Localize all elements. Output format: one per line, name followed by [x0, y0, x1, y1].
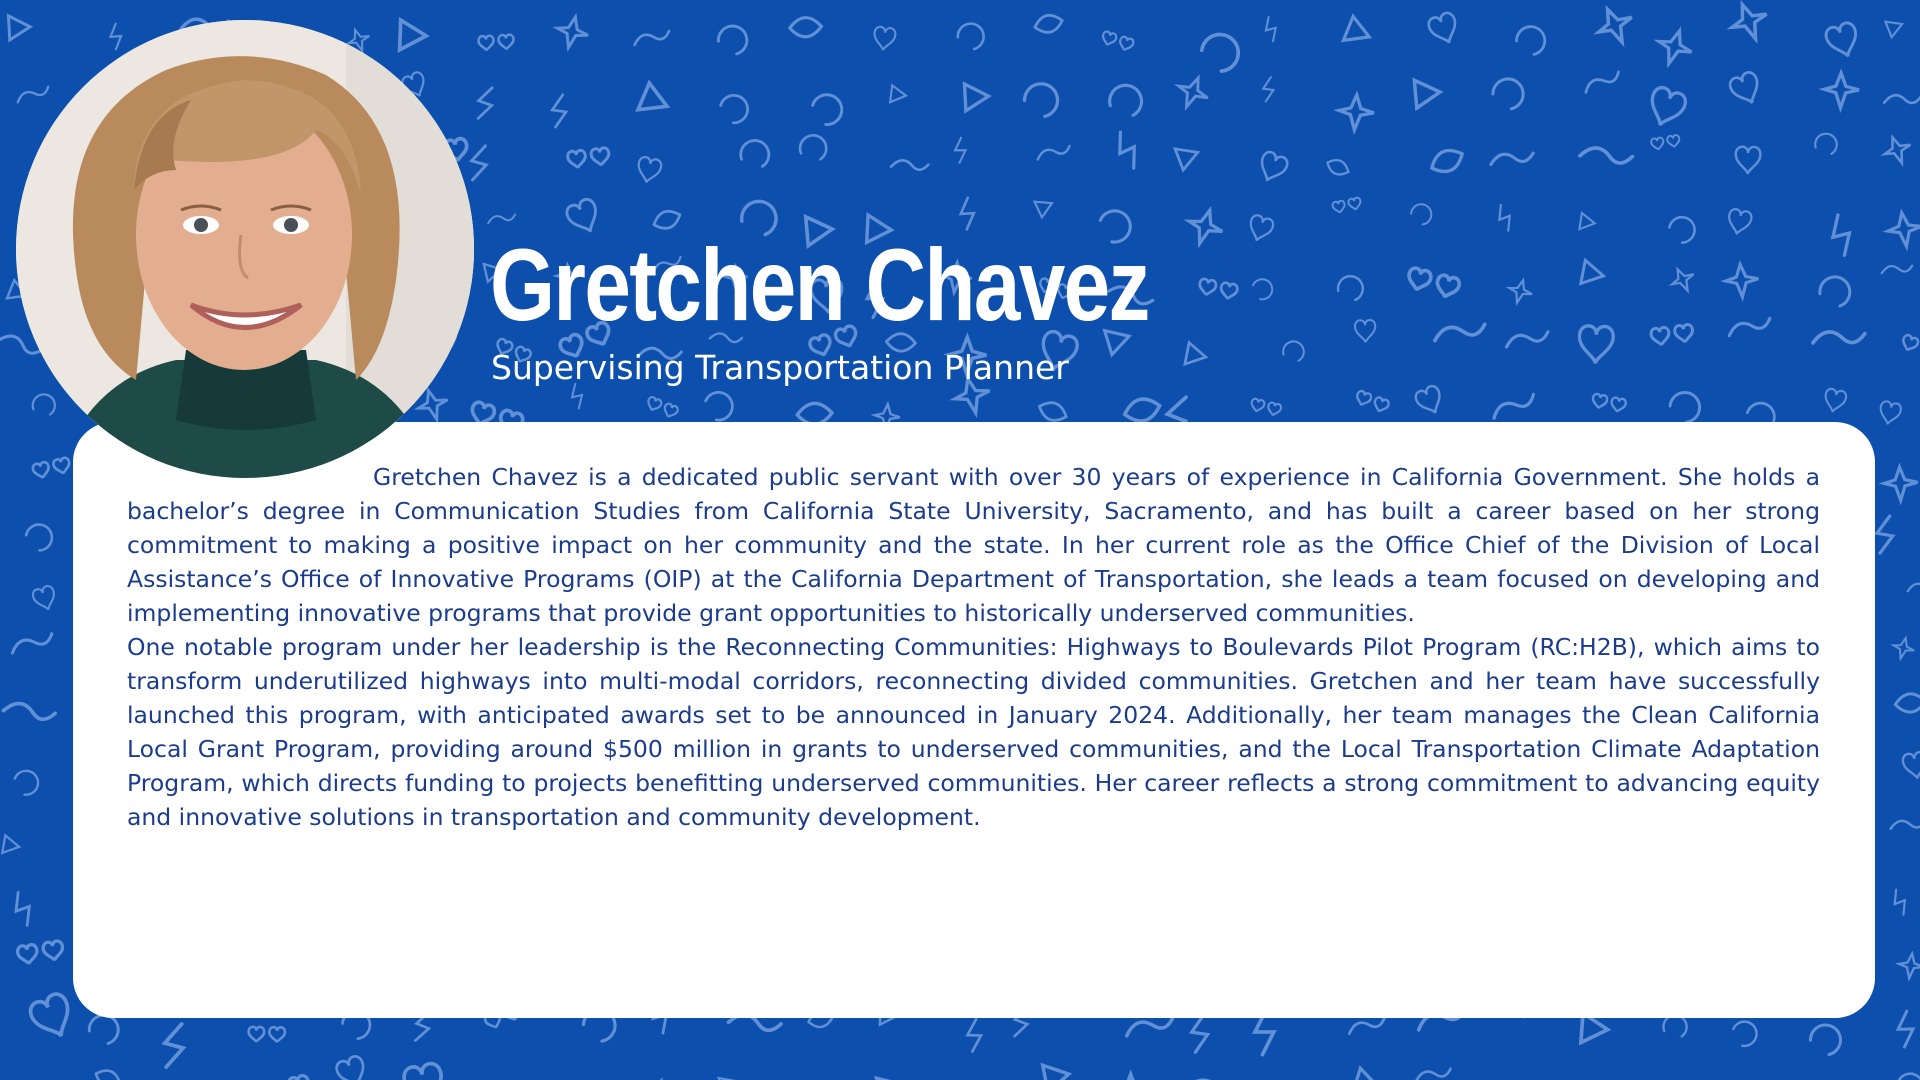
doodle-mark: [1336, 274, 1365, 303]
doodle-mark: [890, 85, 907, 104]
portrait-illustration: [16, 20, 474, 478]
doodle-mark: [1427, 11, 1462, 48]
doodle-mark: [1414, 78, 1441, 108]
doodle-mark: [1493, 79, 1524, 109]
doodle-mark: [1347, 1016, 1386, 1034]
doodle-mark: [717, 25, 748, 56]
doodle-mark: [1506, 277, 1534, 305]
doodle-mark: [402, 1062, 446, 1080]
doodle-mark: [24, 523, 54, 552]
doodle-mark: [1262, 76, 1275, 102]
doodle-mark: [1644, 85, 1688, 131]
profile-photo: [16, 20, 474, 478]
doodle-mark: [2, 835, 20, 855]
doodle-mark: [1249, 276, 1275, 302]
doodle-mark: [1735, 147, 1760, 175]
doodle-mark: [109, 23, 122, 50]
doodle-mark: [957, 23, 985, 50]
doodle-mark: [1591, 393, 1626, 413]
doodle-mark: [1824, 21, 1862, 61]
doodle-mark: [1411, 204, 1432, 225]
doodle-mark: [400, 20, 427, 51]
doodle-mark: [1433, 321, 1486, 341]
doodle-mark: [473, 85, 498, 121]
doodle-mark: [1106, 81, 1146, 120]
doodle-mark: [1812, 131, 1839, 158]
doodle-mark: [967, 1019, 982, 1052]
doodle-mark: [1592, 2, 1640, 50]
doodle-mark: [1036, 398, 1069, 424]
doodle-mark: [1415, 1067, 1452, 1080]
doodle-mark: [1890, 888, 1909, 916]
doodle-mark: [1180, 1076, 1222, 1080]
doodle-mark: [1813, 331, 1866, 344]
doodle-mark: [1583, 70, 1621, 93]
doodle-mark: [638, 83, 673, 120]
doodle-mark: [1651, 135, 1681, 151]
doodle-mark: [1728, 70, 1765, 109]
doodle-mark: [1894, 1070, 1920, 1080]
doodle-mark: [1880, 133, 1915, 168]
doodle-mark: [478, 34, 514, 51]
doodle-mark: [1338, 94, 1375, 131]
doodle-mark: [1818, 275, 1852, 309]
doodle-mark: [3, 701, 56, 722]
doodle-mark: [1263, 16, 1279, 42]
doodle-mark: [1581, 260, 1606, 287]
bio-paragraph-1: Gretchen Chavez is a dedicated public servant with over 30 years of experience in California Government. She holds a bachelor’s degree in Communication Studies from California State University, Sacramento, and has built a career based on her strong commitment to making a positive impact on her community and the state. In her current role as the Office Chief of the Division of Local Assistance’s Office of Innovative Programs (OIP) at the California Department of Transportation, she leads a team focused on developing and implementing innovative programs that provide grant opportunities to historically underserved communities.: [127, 463, 1820, 627]
doodle-mark: [1898, 1011, 1914, 1047]
doodle-mark: [1246, 214, 1275, 245]
doodle-mark: [1897, 952, 1920, 979]
doodle-mark: [10, 890, 35, 927]
doodle-mark: [550, 94, 568, 129]
doodle-mark: [1667, 215, 1696, 244]
doodle-mark: [1353, 1068, 1383, 1080]
doodle-mark: [31, 585, 58, 614]
bio-paragraph-2: One notable program under her leadership is the Reconnecting Communities: Highways to Boulevards Pilot Program (RC:H2B), which aims to transform underutilized highways into multi-modal corridors, reconnecting divided communities. Gretchen and her team have successfully launched this program, with anticipated awards set to be announced in January 2024. Additionally, her team manages the Clean California Local Grant Program, providing around $500 million in grants to underserved communities, and the Local Transportation Climate Adaptation Program, which directs funding to projects benefitting underserved communities. Her career reflects a strong commitment to advancing equity and innovative solutions in transportation and community development.: [127, 633, 1820, 831]
doodle-mark: [1885, 16, 1905, 37]
doodle-mark: [1900, 334, 1920, 361]
doodle-mark: [248, 1027, 285, 1043]
doodle-mark: [487, 213, 516, 224]
doodle-mark: [334, 1054, 370, 1080]
doodle-mark: [1189, 1013, 1210, 1054]
doodle-mark: [955, 138, 966, 163]
doodle-mark: [1490, 151, 1534, 166]
doodle-mark: [964, 83, 989, 111]
doodle-mark: [27, 991, 78, 1044]
doodle-mark: [1890, 819, 1920, 829]
doodle-mark: [1727, 316, 1772, 337]
doodle-mark: [1495, 203, 1515, 232]
doodle-mark: [1516, 26, 1545, 55]
doodle-mark: [1255, 150, 1289, 186]
doodle-mark: [1024, 83, 1058, 117]
doodle-mark: [1406, 267, 1461, 300]
doodle-mark: [796, 131, 830, 165]
doodle-mark: [16, 85, 50, 103]
doodle-mark: [1824, 73, 1859, 108]
doodle-mark: [1828, 213, 1854, 257]
doodle-mark: [1725, 263, 1760, 298]
doodle-mark: [1729, 1018, 1760, 1049]
doodle-mark: [1035, 195, 1056, 217]
doodle-mark: [719, 1073, 739, 1080]
doodle-mark: [1198, 278, 1238, 300]
doodle-mark: [1726, 208, 1753, 237]
doodle-mark: [8, 15, 30, 40]
doodle-mark: [1414, 384, 1447, 418]
doodle-mark: [1894, 692, 1920, 713]
doodle-mark: [1505, 329, 1550, 347]
doodle-mark: [29, 391, 58, 420]
doodle-mark: [1101, 31, 1135, 53]
doodle-mark: [1200, 32, 1241, 73]
doodle-mark: [809, 91, 846, 128]
doodle-mark: [1653, 26, 1696, 69]
doodle-mark: [567, 147, 610, 169]
doodle-mark: [873, 26, 897, 51]
doodle-mark: [1173, 73, 1213, 113]
doodle-mark: [1822, 388, 1847, 415]
doodle-mark: [32, 457, 71, 480]
doodle-mark: [11, 768, 41, 798]
doodle-mark: [1891, 636, 1917, 662]
doodle-mark: [1578, 326, 1613, 365]
doodle-mark: [1112, 129, 1143, 170]
doodle-mark: [701, 388, 737, 424]
doodle-mark: [1669, 392, 1701, 423]
doodle-mark: [1250, 398, 1282, 417]
doodle-mark: [467, 143, 492, 182]
doodle-mark: [1428, 145, 1467, 177]
doodle-mark: [1579, 213, 1596, 231]
person-name-heading: Gretchen Chavez: [490, 228, 1149, 342]
doodle-mark: [88, 1014, 120, 1046]
doodle-mark: [1902, 751, 1920, 780]
doodle-mark: [1907, 581, 1920, 591]
doodle-mark: [554, 14, 592, 52]
doodle-mark: [1874, 514, 1896, 554]
doodle-mark: [159, 1021, 189, 1070]
doodle-mark: [1043, 1061, 1072, 1080]
doodle-mark: [1033, 12, 1064, 35]
doodle-mark: [1884, 466, 1918, 500]
doodle-mark: [1325, 156, 1352, 178]
doodle-mark: [93, 1066, 123, 1080]
doodle-mark: [645, 396, 679, 420]
doodle-mark: [960, 198, 975, 230]
doodle-mark: [1355, 320, 1376, 343]
doodle-mark: [17, 940, 64, 965]
doodle-mark: [10, 631, 54, 653]
job-title: Supervising Transportation Planner: [491, 348, 1069, 387]
doodle-mark: [1332, 197, 1362, 214]
doodle-mark: [633, 29, 671, 46]
doodle-mark: [1122, 395, 1162, 425]
doodle-mark: [262, 1074, 311, 1080]
doodle-mark: [1877, 400, 1902, 426]
doodle-mark: [1185, 343, 1208, 368]
doodle-mark: [1343, 16, 1374, 48]
doodle-mark: [1490, 392, 1536, 419]
doodle-mark: [1112, 1075, 1151, 1080]
doodle-mark: [635, 156, 662, 185]
doodle-mark: [737, 136, 773, 172]
doodle-mark: [1580, 146, 1633, 165]
doodle-mark: [876, 1072, 906, 1080]
doodle-mark: [717, 92, 750, 125]
doodle-mark: [789, 17, 822, 38]
doodle-mark: [1175, 142, 1202, 170]
doodle-mark: [1810, 1024, 1841, 1055]
doodle-mark: [891, 159, 928, 170]
doodle-mark: [1036, 144, 1071, 160]
doodle-mark: [1886, 210, 1920, 248]
doodle-mark: [1650, 324, 1694, 347]
doodle-mark: [1726, 0, 1773, 45]
doodle-mark: [1354, 390, 1390, 414]
doodle-mark: [1184, 206, 1227, 249]
doodle-mark: [1884, 95, 1920, 104]
bio-text: [127, 460, 1820, 834]
doodle-mark: [1281, 339, 1307, 365]
doodle-mark: [1881, 264, 1913, 274]
doodle-mark: [1667, 264, 1698, 295]
